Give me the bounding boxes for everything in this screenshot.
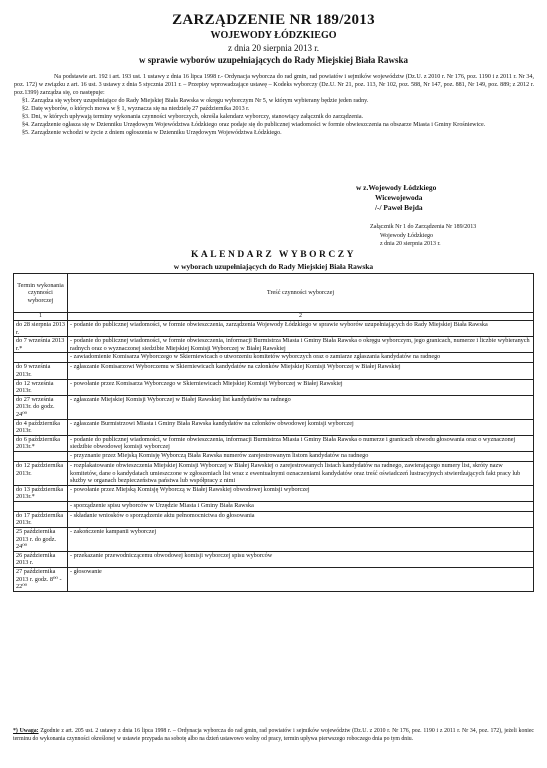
paragraph-4: §4. Zarządzenie ogłasza się w Dzienniku Urzędowym Województwa Łódzkiego oraz podaje się do publicznej wiadomości w formie obwieszczenia na obszarze Miasta i Gminy Krośniewice. <box>22 122 486 128</box>
table-row <box>14 511 534 527</box>
content-cell: - podanie do publicznej wiadomości, w formie obwieszczenia, informacji Burmistrza Miasta i Gminy Biała Rawska o numerze i granicach obwodu głosowania oraz o wyznaczonej siedzibie obwodowej komisji wyborczej <box>68 435 534 451</box>
table-row <box>14 568 534 592</box>
calendar-rows <box>14 321 534 592</box>
table-row <box>14 353 534 363</box>
paragraph-3: §3. Dni, w których upływają terminy wykonania czynności wyborczych, określa kalendarz wyborczy, stanowiący załącznik do zarządzenia. <box>22 114 364 120</box>
term-cell <box>14 501 68 511</box>
term-cell: 27 października 2013 r. godz. 8⁰⁰ - 22⁰⁰ <box>14 568 68 592</box>
term-cell: do 9 września 2013r. <box>14 363 68 379</box>
content-cell: - przyznanie przez Miejską Komisję Wyborczą Biała Rawska numerów zarejestrowanym listom kandydatów na radnego <box>68 451 534 461</box>
document-subject: w sprawie wyborów uzupełniających do Rady Miejskiej Biała Rawska <box>138 55 408 65</box>
content-cell: - głosowanie <box>68 568 534 592</box>
term-cell: do 27 września 2013r. do godz. 24⁰⁰ <box>14 395 68 419</box>
signature-line-2: Wicewojewoda <box>375 193 423 202</box>
table-row <box>14 419 534 435</box>
content-cell: - podanie do publicznej wiadomości, w formie obwieszczenia, informacji Burmistrza Miasta i Gminy Biała Rawska o okręgu wyborczym, jego granicach, numerze i liczbie wybieranych radnych oraz o wyznaczonej siedzibie Miejskiej Komisji Wyborczej w Białej Rawskiej <box>68 337 534 353</box>
signature-line-1: w z.Wojewody Łódzkiego <box>356 183 437 192</box>
table-row <box>14 321 534 337</box>
signature-line-3: /-/ Paweł Bejda <box>375 203 423 212</box>
paragraph-5: §5. Zarządzenie wchodzi w życie z dniem ogłoszenia w Dzienniku Urzędowym Województwa Łódzkiego. <box>22 130 282 136</box>
term-cell: do 12 października 2013r. <box>14 461 68 485</box>
table-row <box>14 337 534 353</box>
intro-text <box>14 73 534 137</box>
term-cell: 25 października 2013 r. do godz. 24⁰⁰ <box>14 528 68 552</box>
footnote <box>13 728 534 743</box>
table-row <box>14 485 534 501</box>
content-cell: - zgłaszanie Burmistrzowi Miasta i Gminy Biała Rawska kandydatów na członków obwodowej komisji wyborczej <box>68 419 534 435</box>
paragraph-2: §2. Datę wyborów, o których mowa w § 1, wyznacza się na niedzielę 27 października 2013 r. <box>22 106 250 112</box>
content-cell: - sporządzenie spisu wyborców w Urzędzie Miasta i Gminy Biała Rawska <box>68 501 534 511</box>
column-number-2: 2 <box>68 313 534 321</box>
paragraph-1: §1. Zarządza się wybory uzupełniające do Rady Miejskiej Biała Rawska w okręgu wyborczym Nr 5, w którym wybierany będzie jeden radny. <box>22 98 369 104</box>
document-date: z dnia 20 sierpnia 2013 r. <box>228 43 319 53</box>
calendar-title: KALENDARZ WYBORCZY <box>191 250 356 260</box>
footnote-text: Zgodnie z art. 205 ust. 2 ustawy z dnia 16 lipca 1998 r. – Ordynacja wyborcza do rad gmin, rad powiatów i sejmików województw (Dz.U. z 2010 r. Nr 176, poz. 1190 i z 2011 r. Nr 34, poz. 172), jeżeli koniec terminu do wykonania czynności określonej w ustawie przypada na sobotę albo na dzień ustawowo wolny od pracy, termin upływa pierwszego roboczego dnia po tym dniu. <box>13 728 534 742</box>
content-cell: - powołanie przez Komisarza Wyborczego w Skierniewicach Miejskiej Komisji Wyborczej w Białej Rawskiej <box>68 379 534 395</box>
content-cell: - zakończenie kampanii wyborczej <box>68 528 534 552</box>
annex-line-1: Załącznik Nr 1 do Zarządzenia Nr 189/2013 <box>370 224 477 230</box>
term-cell: do 6 października 2013r.* <box>14 435 68 451</box>
content-cell: - składanie wniosków o sporządzenie aktu pełnomocnictwa do głosowania <box>68 511 534 527</box>
table-row <box>14 501 534 511</box>
document-title: ZARZĄDZENIE NR 189/2013 <box>172 12 375 28</box>
calendar-subtitle: w wyborach uzupełniających do Rady Miejskiej Biała Rawska <box>173 262 374 271</box>
table-row <box>14 435 534 451</box>
content-cell: - podanie do publicznej wiadomości, w formie obwieszczenia, zarządzenia Wojewody Łódzkiego w sprawie wyborów uzupełniających do Rady Miejskiej Biała Rawska <box>68 321 534 337</box>
table-row <box>14 395 534 419</box>
term-cell: do 17 października 2013r. <box>14 511 68 527</box>
table-row <box>14 551 534 567</box>
content-cell: - zawiadomienie Komisarza Wyborczego w Skierniewicach o utworzeniu komitetów wyborczych oraz o zamiarze zgłaszania kandydatów na radnego <box>68 353 534 363</box>
content-cell: - przekazanie przewodniczącemu obwodowej komisji wyborczej spisu wyborców <box>68 551 534 567</box>
authority-name: WOJEWODY ŁÓDZKIEGO <box>210 30 337 41</box>
table-row <box>14 451 534 461</box>
term-cell: 26 października 2013 r. <box>14 551 68 567</box>
table-row <box>14 528 534 552</box>
column-number-1: 1 <box>14 313 68 321</box>
content-cell: - powołanie przez Miejską Komisję Wyborczą w Białej Rawskiej obwodowej komisji wyborczej <box>68 485 534 501</box>
term-cell <box>14 451 68 461</box>
table-row <box>14 461 534 485</box>
header-content: Treść czynności wyborczej <box>68 274 534 313</box>
header-term: Termin wykonania czynności wyborczej <box>14 274 68 313</box>
annex-line-2: Wojewody Łódzkiego <box>380 232 434 239</box>
term-cell: do 13 października 2013r.* <box>14 485 68 501</box>
preamble: Na podstawie art. 192 i art. 193 ust. 1 ustawy z dnia 16 lipca 1998 r.- Ordynacja wyborcza do rad gmin, rad powiatów i sejmików województw (Dz.U. z 2010 r. Nr 176, poz. 1190 i z 2011 r. Nr 34, poz. 172) w związku z art. 16 ust. 3 ustawy z dnia 5 stycznia 2011 r. – Przepisy wprowadzające ustawę – Kodeks wyborczy (Dz.U. Nr 21, poz. 113, Nr 102, poz. 588, Nr 147, poz. 881, Nr 149, poz. 889; z 2012 r. poz.1399) zarządza się, co następuje: <box>14 74 534 96</box>
term-cell: do 4 października 2013r. <box>14 419 68 435</box>
table-row <box>14 363 534 379</box>
calendar-table <box>13 273 534 592</box>
term-cell <box>14 353 68 363</box>
annex-note <box>370 223 476 249</box>
content-cell: - zgłaszanie Komisarzowi Wyborczemu w Skierniewicach kandydatów na członków Miejskiej Komisji Wyborczej w Białej Rawskiej <box>68 363 534 379</box>
table-row <box>14 379 534 395</box>
footnote-label: *) Uwaga: <box>13 728 39 734</box>
term-cell: do 12 września 2013r. <box>14 379 68 395</box>
signature-block <box>356 183 436 213</box>
term-cell: do 7 września 2013 r.* <box>14 337 68 353</box>
content-cell: - zgłaszanie Miejskiej Komisji Wyborczej w Białej Rawskiej list kandydatów na radnego <box>68 395 534 419</box>
annex-line-3: z dnia 20 sierpnia 2013 r. <box>380 241 441 247</box>
content-cell: - rozplakatowanie obwieszczenia Miejskiej Komisji Wyborczej w Białej Rawskiej o zarejestrowanych listach kandydatów na radnego, zawierającego numery list, skróty nazw komitetów, dane o kandydatach umieszczone w zgłoszeniach list wraz z ewentualnymi oznaczeniami kandydatów oraz treść oświadczeń lustracyjnych stwierdzających fakt pracy lub służby w organach bezpieczeństwa państwa lub współpracy z nimi <box>68 461 534 485</box>
term-cell: do 28 sierpnia 2013 r. <box>14 321 68 337</box>
